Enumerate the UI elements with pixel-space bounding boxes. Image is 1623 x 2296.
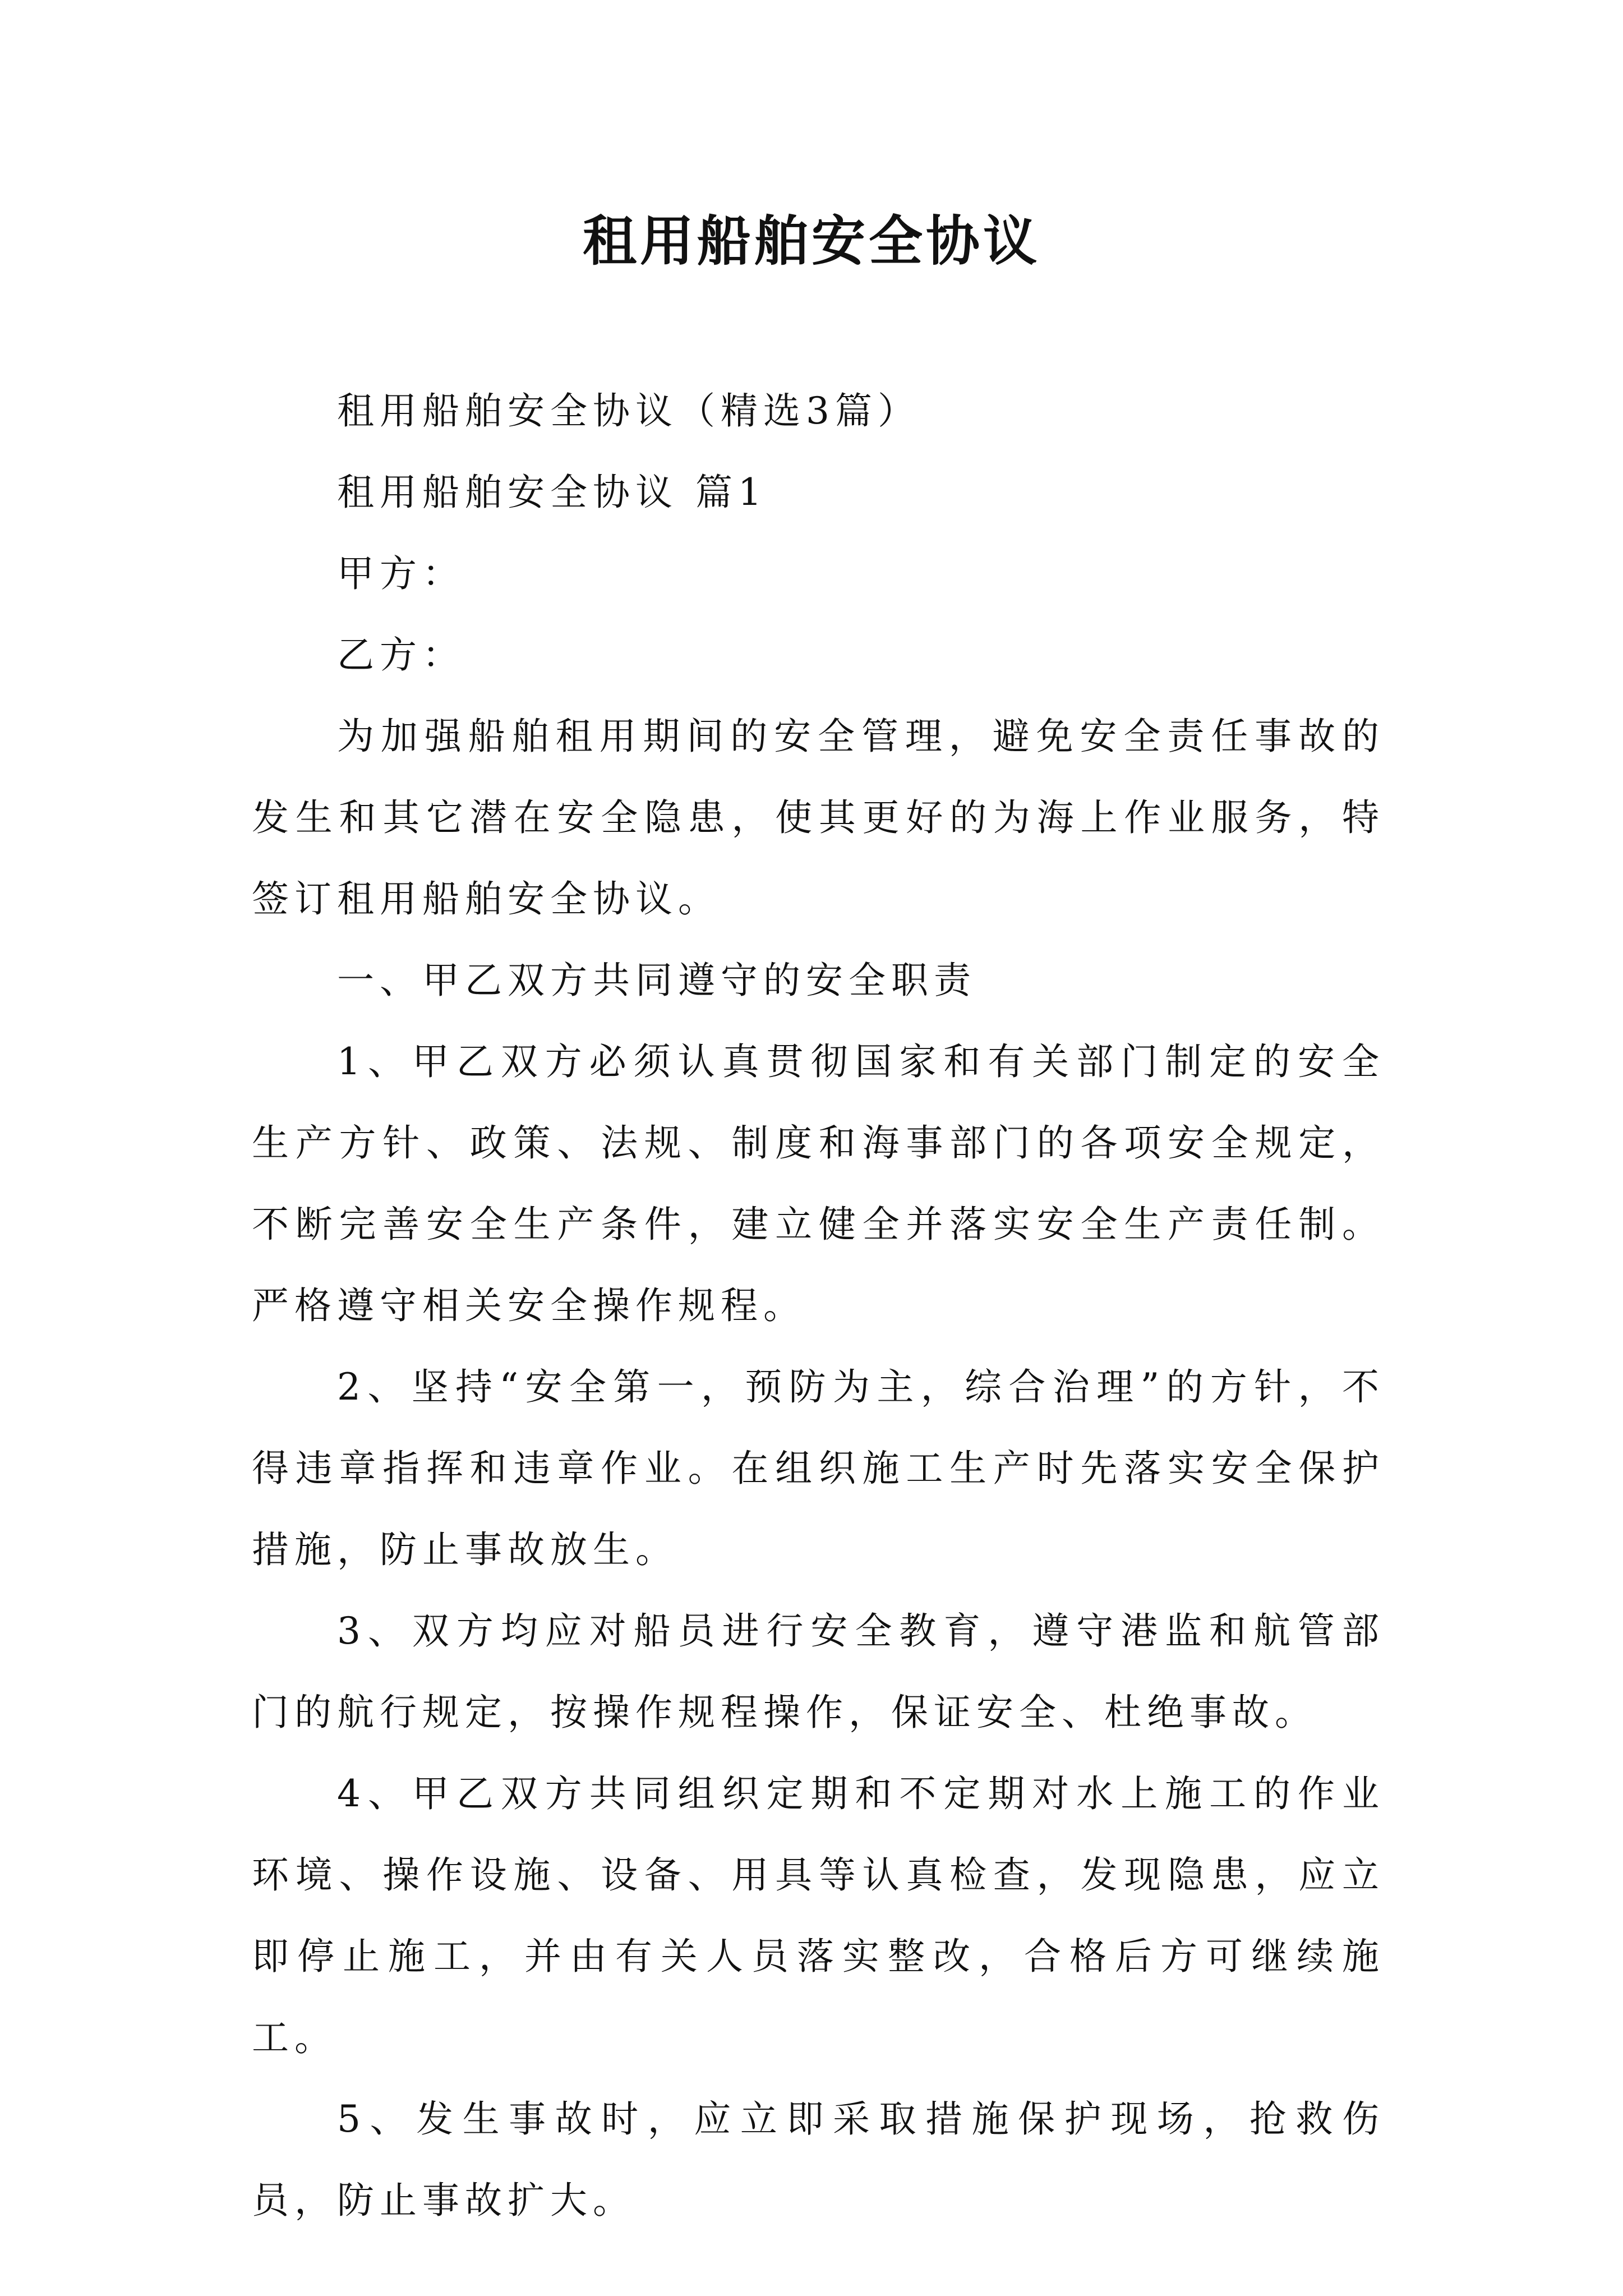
clause-paragraph: 2、坚持“安全第一，预防为主，综合治理”的方针，不得违章指挥和违章作业。在组织施工生产时先落实安全保护措施，防止事故放生。: [252, 1365, 1385, 1571]
clause-paragraph: 4、甲乙双方共同组织定期和不定期对水上施工的作业环境、操作设施、设备、用具等认真检查，发现隐患，应立即停止施工，并由有关人员落实整改，合格后方可继续施工。: [252, 1772, 1385, 2059]
clause-paragraph: 1、甲乙双方必须认真贯彻国家和有关部门制定的安全生产方针、政策、法规、制度和海事部门的各项安全规定，不断完善安全生产条件，建立健全并落实安全生产责任制。严格遵守相关安全操作规程。: [252, 1040, 1385, 1327]
party-a-line: 甲方：: [337, 552, 465, 595]
clause-heading: 一、甲乙双方共同遵守的安全职责: [337, 959, 976, 1002]
section-heading: 租用船舶安全协议 篇1: [337, 471, 767, 514]
intro-paragraph: 为加强船舶租用期间的安全管理，避免安全责任事故的发生和其它潜在安全隐患，使其更好的为海上作业服务，特签订租用船舶安全协议。: [252, 715, 1385, 921]
document-body: [252, 370, 1385, 2241]
clause-paragraph: 3、双方均应对船员进行安全教育，遵守港监和航管部门的航行规定，按操作规程操作，保证安全、杜绝事故。: [252, 1609, 1385, 1734]
subtitle-paragraph: 租用船舶安全协议（精选3篇）: [337, 389, 920, 432]
document-title: 租用船舶安全协议: [583, 209, 1040, 273]
clause-paragraph: 5、发生事故时，应立即采取措施保护现场，抢救伤员，防止事故扩大。: [252, 2097, 1385, 2222]
party-b-line: 乙方：: [337, 633, 465, 677]
